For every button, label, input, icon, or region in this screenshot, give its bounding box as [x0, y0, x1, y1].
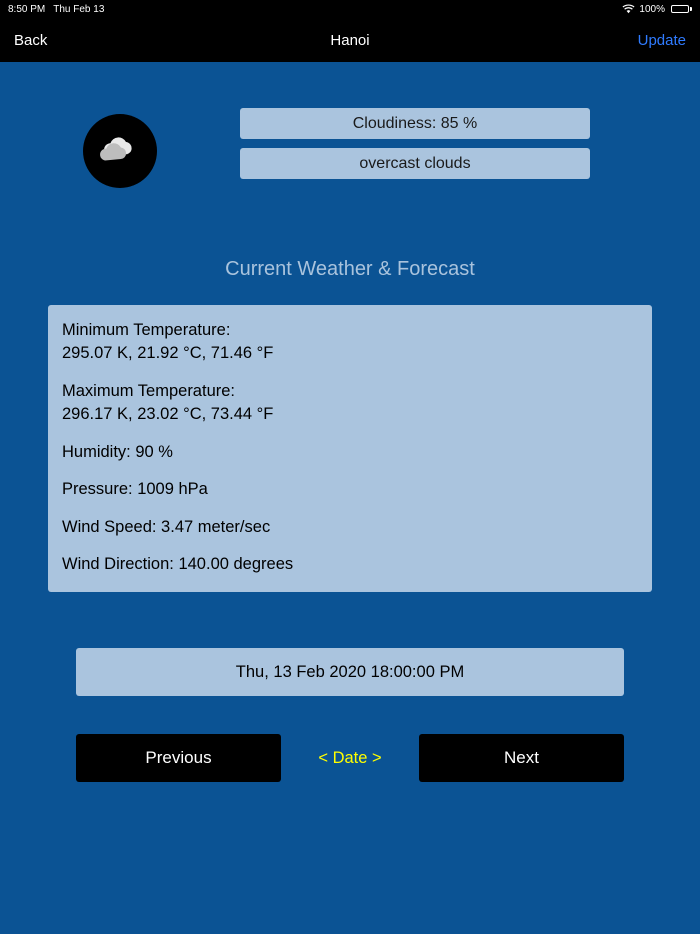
humidity-row: Humidity: 90 % [62, 442, 173, 461]
battery-percent-label: 100% [639, 3, 665, 15]
status-bar-date: Thu Feb 13 [53, 3, 105, 15]
max-temperature-value: 296.17 K, 23.02 °C, 73.44 °F [62, 405, 274, 424]
date-nav-label[interactable]: < Date > [318, 748, 382, 767]
ios-status-bar [0, 0, 700, 18]
update-button[interactable]: Update [637, 31, 686, 49]
weather-icon-container [0, 108, 240, 188]
back-button[interactable]: Back [14, 31, 48, 49]
pressure-row: Pressure: 1009 hPa [62, 480, 208, 499]
max-temperature-block [48, 380, 652, 427]
section-heading: Current Weather & Forecast [225, 258, 475, 280]
cloudiness-field: Cloudiness: 85 % [240, 108, 590, 139]
navigation-bar [0, 18, 700, 62]
wifi-icon [622, 4, 635, 14]
wind-direction-row: Wind Direction: 140.00 degrees [62, 554, 294, 573]
min-temperature-label: Minimum Temperature: [62, 321, 231, 339]
weather-details-panel [48, 305, 652, 592]
battery-full-icon [671, 5, 692, 13]
wind-speed-row: Wind Speed: 3.47 meter/sec [62, 517, 271, 536]
min-temperature-block [48, 319, 652, 366]
next-button[interactable]: Next [419, 734, 624, 782]
cloud-overcast-icon [83, 114, 157, 188]
main-content [0, 62, 700, 934]
description-field: overcast clouds [240, 148, 590, 179]
min-temperature-value: 295.07 K, 21.92 °C, 71.46 °F [62, 344, 274, 363]
previous-button[interactable]: Previous [76, 734, 281, 782]
forecast-navigation-controls [76, 734, 624, 782]
weather-fields [240, 108, 700, 179]
max-temperature-label: Maximum Temperature: [62, 381, 236, 400]
forecast-timestamp-field: Thu, 13 Feb 2020 18:00:00 PM [76, 648, 624, 696]
status-bar-left [8, 4, 104, 15]
page-title: Hanoi [330, 31, 370, 49]
status-bar-right [622, 4, 692, 15]
status-bar-time: 8:50 PM [8, 3, 46, 15]
weather-summary-row [0, 62, 700, 188]
